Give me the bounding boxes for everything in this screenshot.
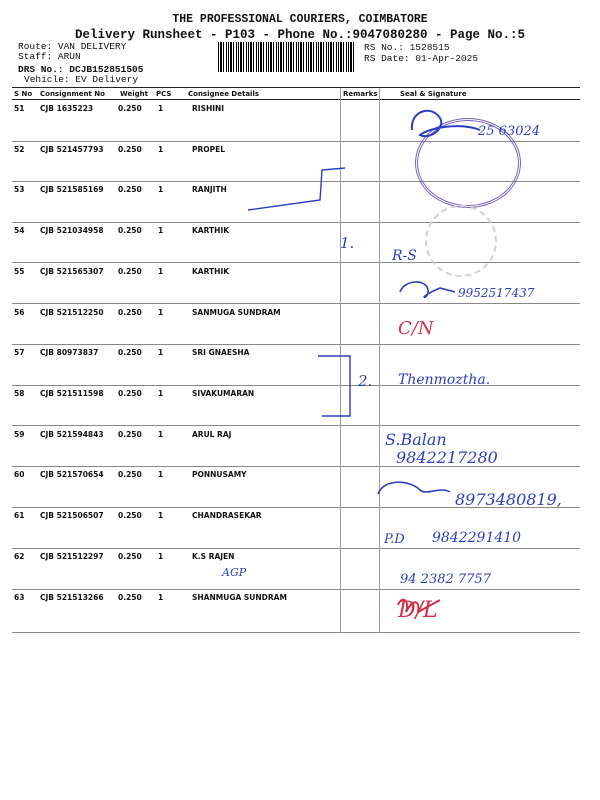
row-consignee: KARTHIK: [192, 267, 230, 276]
row-consignment: CJB 80973837: [40, 348, 99, 357]
row-consignee: SHANMUGA SUNDRAM: [192, 593, 287, 602]
handwritten-phone: 9842217280: [396, 448, 498, 467]
handwritten-note: AGP: [222, 566, 247, 579]
row-consignment: CJB 521511598: [40, 389, 104, 398]
row-sno: 51: [14, 104, 25, 113]
col-header-remarks: Remarks: [343, 90, 378, 98]
row-sno: 54: [14, 226, 25, 235]
bracket-stroke: [318, 356, 350, 416]
row-consignment: CJB 521506507: [40, 511, 104, 520]
row-consignment: CJB 521457793: [40, 145, 104, 154]
row-pcs: 1: [158, 389, 164, 398]
signature-stroke: [400, 282, 455, 297]
signature-stroke: [378, 482, 450, 494]
row-pcs: 1: [158, 226, 164, 235]
row-consignee: SANMUGA SUNDRAM: [192, 308, 281, 317]
row-consignment: CJB 521594843: [40, 430, 104, 439]
row-consignee: SRI GNAESHA: [192, 348, 250, 357]
row-divider: [12, 344, 580, 345]
handwritten-remark: 2.: [358, 372, 373, 390]
handwritten-receiver-name: Thenmoztha.: [398, 372, 491, 388]
row-sno: 58: [14, 389, 25, 398]
handwritten-phone: 9952517437: [458, 286, 535, 300]
row-weight: 0.250: [118, 185, 142, 194]
col-header-pcs: PCS: [156, 90, 172, 98]
row-consignment: CJB 521585169: [40, 185, 104, 194]
row-pcs: 1: [158, 593, 164, 602]
row-consignee: RISHINI: [192, 104, 225, 113]
row-consignment: CJB 521512250: [40, 308, 104, 317]
company-title: THE PROFESSIONAL COURIERS, COIMBATORE: [172, 13, 428, 26]
row-pcs: 1: [158, 308, 164, 317]
table-top-rule: [12, 87, 580, 88]
row-consignee: RANJITH: [192, 185, 227, 194]
table-header-rule: [12, 99, 580, 100]
row-weight: 0.250: [118, 470, 142, 479]
row-sno: 53: [14, 185, 25, 194]
bracket-stroke: [248, 168, 345, 210]
drs-number: DRS No.: DCJB152851505: [18, 64, 144, 75]
table-bottom-rule: [12, 632, 580, 633]
row-divider: [12, 262, 580, 263]
row-sno: 59: [14, 430, 25, 439]
row-weight: 0.250: [118, 389, 142, 398]
handwritten-number: 25 63024: [478, 124, 541, 139]
col-header-consignment: Consignment No: [40, 90, 105, 98]
row-sno: 63: [14, 593, 25, 602]
row-consignee: CHANDRASEKAR: [192, 511, 262, 520]
row-divider: [12, 385, 580, 386]
column-divider: [379, 88, 380, 633]
route-label: Route: VAN DELIVERY: [18, 41, 127, 52]
row-pcs: 1: [158, 470, 164, 479]
row-sno: 62: [14, 552, 25, 561]
row-consignment: CJB 521034958: [40, 226, 104, 235]
row-divider: [12, 589, 580, 590]
row-pcs: 1: [158, 348, 164, 357]
row-weight: 0.250: [118, 348, 142, 357]
vehicle-label: Vehicle: EV Delivery: [24, 74, 139, 85]
row-weight: 0.250: [118, 267, 142, 276]
handwritten-dl-note: D/L: [398, 598, 438, 623]
handwritten-signature: P.D: [384, 532, 405, 547]
handwritten-signature: S.Balan: [385, 430, 447, 449]
row-pcs: 1: [158, 552, 164, 561]
col-header-seal: Seal & Signature: [400, 90, 467, 98]
row-consignment: CJB 521565307: [40, 267, 104, 276]
row-pcs: 1: [158, 104, 164, 113]
handwritten-phone: 8973480819,: [455, 490, 562, 509]
row-consignee: PROPEL: [192, 145, 226, 154]
row-divider: [12, 425, 580, 426]
row-consignment: CJB 521570654: [40, 470, 104, 479]
handwritten-phone: 94 2382 7757: [400, 572, 491, 587]
handwritten-signature: R-S: [392, 248, 417, 264]
row-sno: 57: [14, 348, 25, 357]
row-weight: 0.250: [118, 593, 142, 602]
row-divider: [12, 222, 580, 223]
row-weight: 0.250: [118, 430, 142, 439]
row-consignment: CJB 521513266: [40, 593, 104, 602]
row-divider: [12, 548, 580, 549]
faded-seal-stamp: [425, 205, 497, 277]
row-consignee: KARTHIK: [192, 226, 230, 235]
row-sno: 56: [14, 308, 25, 317]
row-weight: 0.250: [118, 308, 142, 317]
handwritten-cn-note: C/N: [398, 318, 434, 339]
staff-label: Staff: ARUN: [18, 51, 81, 62]
row-weight: 0.250: [118, 511, 142, 520]
row-sno: 60: [14, 470, 25, 479]
row-sno: 55: [14, 267, 25, 276]
row-consignee: SIVAKUMARAN: [192, 389, 255, 398]
row-weight: 0.250: [118, 552, 142, 561]
row-consignee: PONNUSAMY: [192, 470, 247, 479]
row-pcs: 1: [158, 430, 164, 439]
runsheet-subtitle: Delivery Runsheet - P103 - Phone No.:9047080280 - Page No.:5: [74, 28, 526, 42]
rs-date: RS Date: 01-Apr-2025: [364, 53, 479, 64]
col-header-consignee: Consignee Details: [188, 90, 260, 98]
row-sno: 61: [14, 511, 25, 520]
row-consignment: CJB 521512297: [40, 552, 104, 561]
rs-number: RS No.: 1528515: [364, 42, 450, 53]
row-consignee: ARUL RAJ: [192, 430, 232, 439]
row-weight: 0.250: [118, 145, 142, 154]
row-weight: 0.250: [118, 104, 142, 113]
column-divider: [340, 88, 341, 633]
col-header-sno: S No: [14, 90, 33, 98]
row-pcs: 1: [158, 145, 164, 154]
row-consignment: CJB 1635223: [40, 104, 94, 113]
row-divider: [12, 303, 580, 304]
row-consignee: K.S RAJEN: [192, 552, 235, 561]
handwritten-phone: 9842291410: [432, 530, 522, 546]
row-weight: 0.250: [118, 226, 142, 235]
row-pcs: 1: [158, 267, 164, 276]
handwritten-remark: 1.: [340, 234, 355, 252]
col-header-weight: Weight: [120, 90, 148, 98]
row-pcs: 1: [158, 185, 164, 194]
row-pcs: 1: [158, 511, 164, 520]
row-sno: 52: [14, 145, 25, 154]
barcode: [218, 42, 356, 72]
